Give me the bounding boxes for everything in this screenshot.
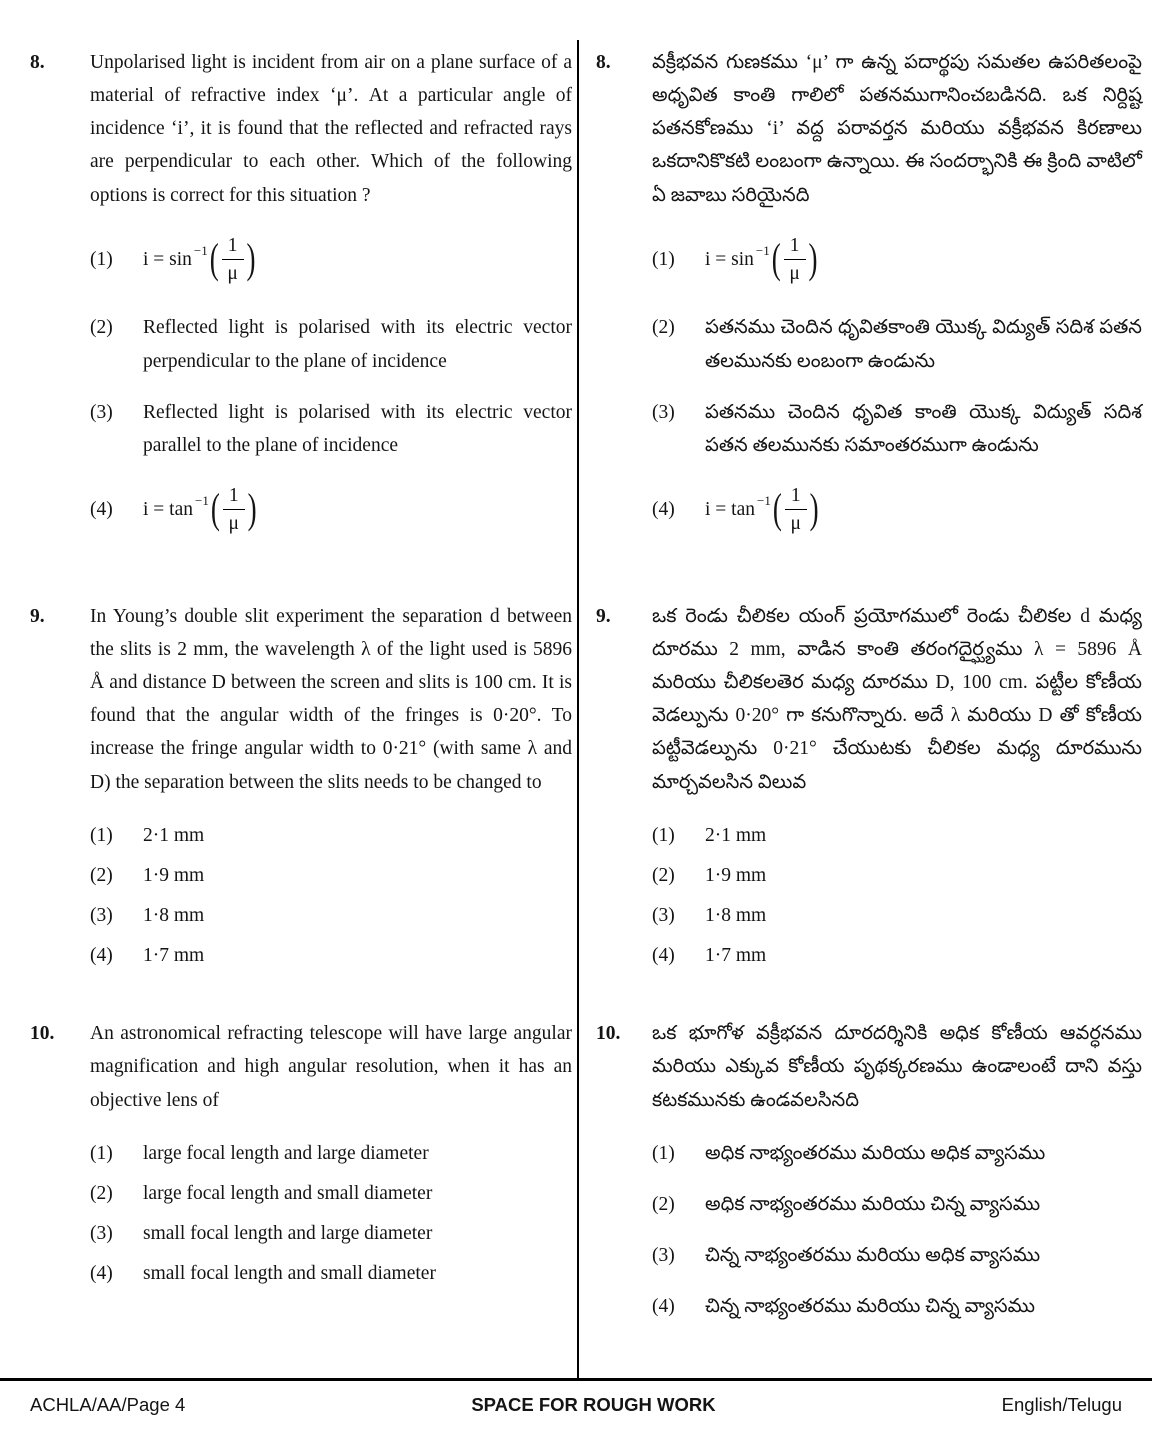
option-label: (3) bbox=[90, 401, 113, 423]
question-number: 8. bbox=[30, 52, 45, 73]
right-paren-icon: ) bbox=[808, 235, 818, 283]
question-number: 10. bbox=[30, 1023, 55, 1045]
right-paren-icon: ) bbox=[247, 485, 257, 533]
option-text: small focal length and small diameter bbox=[143, 1263, 436, 1285]
question-text: వక్రీభవన గుణకము ‘μ’ గా ఉన్న పదార్థపు సమతల ఉపరితలంపై అధృవిత కాంతి గాలిలో పతనముగానించబడినది. ఒక నిర్దిష్ట పతనకోణము ‘i’ వద్ద పరావర్తన మరియు వక్రీభవన కిరణాలు ఒకదానికొకటి లంబంగా ఉన్నాయి. ఈ సందర్భానికి ఈ క్రింది వాటిలో ఏ జవాబు సరియైనది bbox=[652, 52, 1142, 206]
question-te-8 bbox=[596, 46, 1142, 562]
formula-prefix: i = tan bbox=[705, 499, 755, 521]
footer bbox=[30, 1394, 1122, 1416]
option-label: (4) bbox=[652, 945, 675, 967]
fraction-numerator: 1 bbox=[222, 234, 244, 260]
option-text: 1·9 mm bbox=[705, 864, 767, 886]
formula-exponent: −1 bbox=[755, 243, 770, 259]
option-label: (4) bbox=[652, 1296, 675, 1318]
question-number: 9. bbox=[30, 605, 45, 627]
option-3 bbox=[652, 899, 1142, 932]
fraction-numerator: 1 bbox=[784, 234, 806, 260]
question-en-10 bbox=[30, 1017, 572, 1297]
option-label: (2) bbox=[90, 317, 113, 339]
option-2 bbox=[90, 859, 572, 892]
formula-prefix: i = tan bbox=[143, 499, 193, 521]
option-1 bbox=[652, 1137, 1142, 1170]
fraction-numerator: 1 bbox=[785, 484, 807, 510]
column-divider bbox=[577, 40, 579, 1378]
option-2 bbox=[652, 311, 1142, 377]
fraction-denominator: μ bbox=[789, 263, 800, 285]
left-paren-icon: ( bbox=[210, 485, 220, 533]
option-3 bbox=[90, 396, 572, 462]
arctan-formula bbox=[143, 484, 258, 536]
option-label: (4) bbox=[652, 499, 675, 521]
option-1 bbox=[90, 1137, 572, 1170]
question-number: 8. bbox=[596, 52, 611, 73]
question-en-8 bbox=[30, 46, 572, 562]
question-body bbox=[90, 1017, 572, 1297]
fraction-denominator: μ bbox=[790, 513, 801, 535]
arcsin-formula bbox=[705, 234, 819, 286]
option-3 bbox=[652, 396, 1142, 462]
question-number: 9. bbox=[596, 605, 611, 627]
option-text: 1·9 mm bbox=[143, 864, 205, 886]
option-4 bbox=[652, 484, 1142, 536]
formula-prefix: i = sin bbox=[143, 248, 192, 270]
question-te-9 bbox=[596, 600, 1142, 979]
option-1 bbox=[90, 234, 572, 286]
option-text: Reflected light is polarised with its electric vector parallel to the plane of incidence bbox=[143, 401, 572, 456]
fraction-numerator: 1 bbox=[223, 484, 245, 510]
question-text: In Young’s double slit experiment the separation d between the slits is 2 mm, the wavelength λ of the light used is 5896 Å and distance D between the screen and slits is 100 cm. It is found that the angular width of the fringes is 0·20°. To increase the fringe angular width to 0·21° (with same λ and D) the separation between the slits needs to be changed to bbox=[90, 605, 572, 793]
question-body bbox=[652, 46, 1142, 562]
left-paren-icon: ( bbox=[209, 235, 219, 283]
fraction bbox=[222, 234, 244, 286]
option-label: (4) bbox=[90, 945, 113, 967]
option-text: చిన్న నాభ్యంతరము మరియు అధిక వ్యాసము bbox=[705, 1244, 1041, 1266]
question-en-9 bbox=[30, 600, 572, 979]
footer-language-label: English/Telugu bbox=[1001, 1394, 1122, 1415]
formula-exponent: −1 bbox=[193, 243, 208, 259]
option-1 bbox=[90, 819, 572, 852]
footer-page-label: ACHLA/AA/Page 4 bbox=[30, 1394, 186, 1415]
option-label: (3) bbox=[652, 904, 675, 926]
option-4 bbox=[90, 1257, 572, 1290]
option-text: 2·1 mm bbox=[705, 824, 767, 846]
option-4 bbox=[90, 484, 572, 536]
option-text: small focal length and large diameter bbox=[143, 1222, 433, 1244]
option-3 bbox=[652, 1239, 1142, 1272]
option-text: పతనము చెందిన ధృవితకాంతి యొక్క విద్యుత్ సదిశ పతన తలమునకు లంబంగా ఉండును bbox=[705, 317, 1142, 372]
option-1 bbox=[652, 819, 1142, 852]
arcsin-formula bbox=[143, 234, 257, 286]
option-label: (3) bbox=[90, 1222, 113, 1244]
option-label: (2) bbox=[652, 1193, 675, 1215]
formula-prefix: i = sin bbox=[705, 248, 754, 270]
option-text: Reflected light is polarised with its electric vector perpendicular to the plane of incidence bbox=[143, 317, 572, 372]
option-label: (1) bbox=[652, 824, 675, 846]
option-label: (2) bbox=[652, 317, 675, 339]
option-label: (3) bbox=[90, 904, 113, 926]
footer-rule bbox=[0, 1378, 1152, 1381]
arctan-formula bbox=[705, 484, 820, 536]
english-column bbox=[30, 46, 572, 1335]
option-text: చిన్న నాభ్యంతరము మరియు చిన్న వ్యాసము bbox=[705, 1296, 1035, 1318]
option-text: అధిక నాభ్యంతరము మరియు చిన్న వ్యాసము bbox=[705, 1193, 1041, 1215]
footer-rough-work-label: SPACE FOR ROUGH WORK bbox=[471, 1394, 716, 1415]
option-2 bbox=[90, 1177, 572, 1210]
option-text: పతనము చెందిన ధృవిత కాంతి యొక్క విద్యుత్ సదిశ పతన తలమునకు సమాంతరముగా ఉండును bbox=[705, 401, 1142, 456]
right-paren-icon: ) bbox=[246, 235, 256, 283]
question-text: ఒక రెండు చీలికల యంగ్ ప్రయోగములో రెండు చీలికల d మధ్య దూరము 2 mm, వాడిన కాంతి తరంగదైర్ఘ్యము λ = 5896 Å మరియు చీలికలతెర మధ్య దూరము D, 100 cm. పట్టీల కోణీయ వెడల్పును 0·20° గా కనుగొన్నారు. అదే λ మరియు D తో కోణీయ పట్టీవెడల్పును 0·21° చేయుటకు చీలికల మధ్య దూరమును మార్చవలసిన విలువ bbox=[652, 605, 1142, 793]
option-label: (3) bbox=[652, 401, 675, 423]
option-label: (1) bbox=[90, 249, 113, 271]
option-label: (2) bbox=[90, 1182, 113, 1204]
fraction-denominator: μ bbox=[228, 513, 239, 535]
question-body bbox=[652, 1017, 1142, 1341]
option-label: (3) bbox=[652, 1244, 675, 1266]
right-paren-icon: ) bbox=[809, 485, 819, 533]
question-body bbox=[652, 600, 1142, 979]
option-2 bbox=[652, 1188, 1142, 1221]
formula-exponent: −1 bbox=[757, 493, 771, 509]
option-label: (1) bbox=[90, 824, 113, 846]
option-3 bbox=[90, 899, 572, 932]
option-text: 1·7 mm bbox=[705, 945, 767, 967]
option-3 bbox=[90, 1217, 572, 1250]
option-text: large focal length and small diameter bbox=[143, 1182, 433, 1204]
fraction bbox=[223, 484, 245, 536]
formula-exponent: −1 bbox=[195, 493, 209, 509]
option-text: 1·7 mm bbox=[143, 945, 205, 967]
option-label: (1) bbox=[652, 1142, 675, 1164]
option-label: (4) bbox=[90, 499, 113, 521]
option-4 bbox=[652, 1290, 1142, 1323]
question-text: ఒక భూగోళ వక్రీభవన దూరదర్శినికి అధిక కోణీయ ఆవర్ధనము మరియు ఎక్కువ కోణీయ పృథక్కరణము ఉండాలంటే దాని వస్తు కటకమునకు ఉండవలసినది bbox=[652, 1023, 1142, 1111]
question-text: Unpolarised light is incident from air on a plane surface of a material of refractive index ‘μ’. At a particular angle of incidence ‘i’, it is found that the reflected and refracted rays are perpendicular to each other. Which of the following options is correct for this situation ? bbox=[90, 52, 572, 206]
option-label: (4) bbox=[90, 1263, 113, 1285]
fraction bbox=[784, 234, 806, 286]
option-2 bbox=[652, 859, 1142, 892]
option-1 bbox=[652, 234, 1142, 286]
option-2 bbox=[90, 311, 572, 377]
telugu-column bbox=[596, 46, 1142, 1379]
question-body bbox=[90, 600, 572, 979]
option-label: (2) bbox=[90, 864, 113, 886]
option-text: 1·8 mm bbox=[143, 904, 205, 926]
fraction bbox=[785, 484, 807, 536]
option-text: 1·8 mm bbox=[705, 904, 767, 926]
option-4 bbox=[652, 939, 1142, 972]
option-4 bbox=[90, 939, 572, 972]
option-label: (2) bbox=[652, 864, 675, 886]
option-label: (1) bbox=[652, 249, 675, 271]
question-text: An astronomical refracting telescope will have large angular magnification and high angular resolution, when it has an objective lens of bbox=[90, 1023, 572, 1111]
left-paren-icon: ( bbox=[771, 235, 781, 283]
question-number: 10. bbox=[596, 1023, 621, 1045]
question-te-10 bbox=[596, 1017, 1142, 1341]
option-text: అధిక నాభ్యంతరము మరియు అధిక వ్యాసము bbox=[705, 1142, 1046, 1164]
option-text: 2·1 mm bbox=[143, 824, 205, 846]
option-label: (1) bbox=[90, 1142, 113, 1164]
option-text: large focal length and large diameter bbox=[143, 1142, 429, 1164]
question-body bbox=[90, 46, 572, 562]
fraction-denominator: μ bbox=[227, 263, 238, 285]
left-paren-icon: ( bbox=[772, 485, 782, 533]
